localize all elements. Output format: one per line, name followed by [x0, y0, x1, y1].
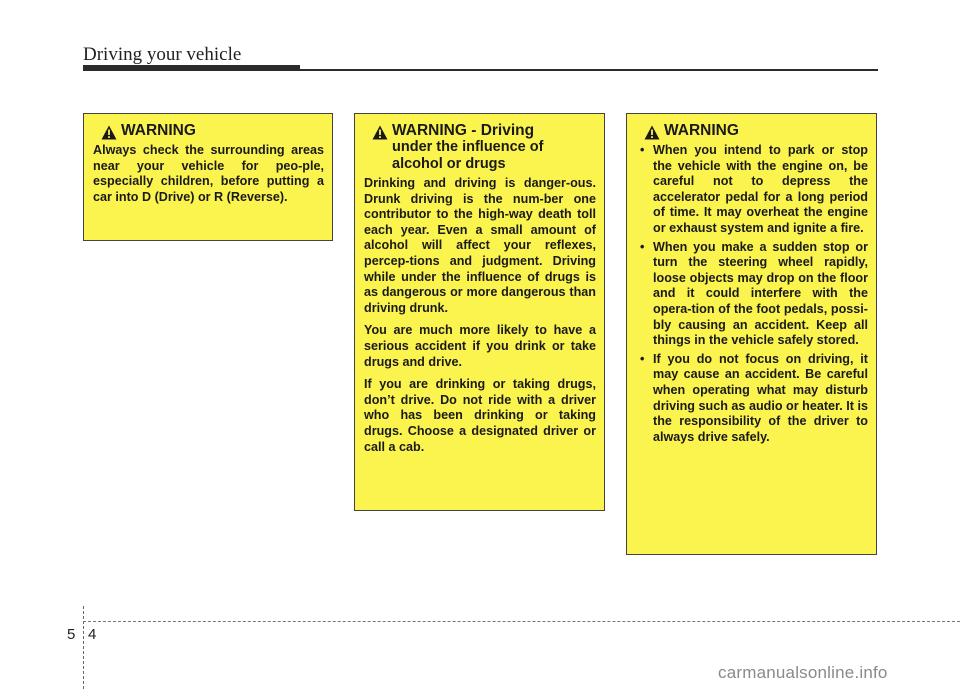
warning-paragraph: You are much more likely to have a serious accident if you drink or take drugs and drive.	[364, 323, 596, 369]
list-item	[636, 240, 868, 349]
warning-subtitle-line1: - Driving	[466, 122, 535, 139]
warning-box-driving-safety	[626, 113, 877, 555]
warning-bullet-list	[636, 143, 868, 445]
warning-subtitle-line2: under the influence of	[392, 139, 544, 155]
warning-title-block	[392, 122, 543, 173]
warning-header	[636, 122, 868, 140]
header-rule-thin	[300, 69, 878, 71]
list-item	[636, 352, 868, 446]
list-item	[636, 143, 868, 237]
warning-paragraph: Drinking and driving is danger-ous. Drunk driving is the num-ber one contributor to the high-way death toll each year. Even a small amount of alcohol will affect your reflexes, percep-tions and judgment. Driving while under the influence of drugs is as dangerous or more dangerous than driving drunk.	[364, 176, 596, 315]
page-number: 4	[88, 626, 97, 643]
warning-box-alcohol-drugs	[354, 113, 605, 511]
bullet-dot-icon: •	[640, 239, 645, 254]
header-rule-thick	[83, 65, 300, 71]
warning-box-surroundings	[83, 113, 333, 241]
warning-title: WARNING	[121, 122, 196, 139]
watermark-text: carmanualsonline.info	[718, 663, 888, 682]
warning-title: WARNING	[664, 122, 739, 139]
bullet-text: When you make a sudden stop or turn the steering wheel rapidly, loose objects may drop on the floor and it could interfere with the opera-tion of the foot pedals, possi-bly causing an accident. Keep all things in the vehicle safely stored.	[653, 239, 868, 348]
warning-subtitle-line3: alcohol or drugs	[392, 156, 506, 172]
warning-header	[364, 122, 596, 173]
warning-body: Always check the surrounding areas near your vehicle for peo-ple, especially children, before putting a car into D (Drive) or R (Reverse).	[93, 143, 324, 204]
warning-triangle-icon	[101, 125, 117, 140]
footer-vertical-rule	[83, 606, 84, 689]
footer-horizontal-rule	[83, 621, 960, 622]
bullet-text: If you do not focus on driving, it may cause an accident. Be careful when operating what may disturb driving such as audio or heater. It is the responsibility of the driver to always drive safely.	[653, 351, 868, 444]
bullet-dot-icon: •	[640, 351, 645, 366]
warning-triangle-icon	[372, 125, 388, 140]
page-header-title: Driving your vehicle	[83, 44, 242, 65]
warning-title: WARNING	[392, 122, 467, 139]
chapter-number: 5	[67, 626, 76, 643]
warning-paragraph: If you are drinking or taking drugs, don’t drive. Do not ride with a driver who has been drinking or taking drugs. Choose a designated driver or call a cab.	[364, 377, 596, 454]
bullet-dot-icon: •	[640, 143, 645, 157]
warning-header	[93, 122, 324, 140]
warning-triangle-icon	[644, 125, 660, 140]
bullet-text: When you intend to park or stop the vehicle with the engine on, be careful not to depress the accelerator pedal for a long period of time. It may overheat the engine or exhaust system and ignite a fire.	[653, 143, 868, 235]
